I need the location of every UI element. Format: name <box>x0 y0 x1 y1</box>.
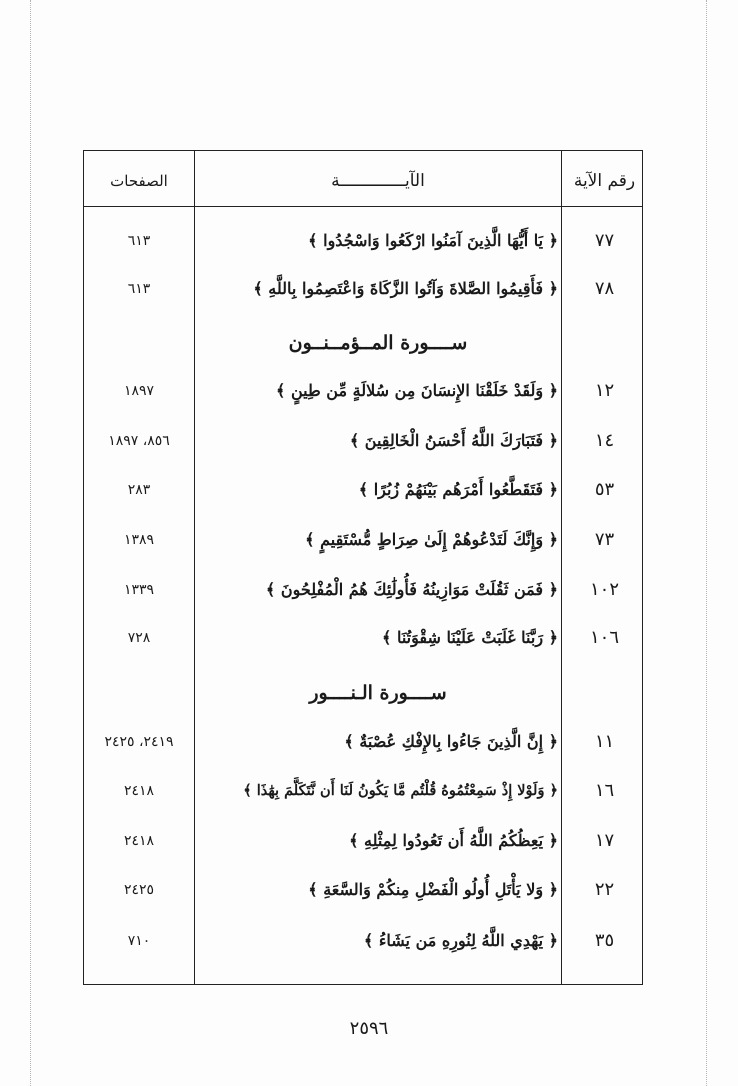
page-refs: ١٣٨٩ <box>123 532 155 548</box>
page-refs: ٨٥٦، ١٨٩٧ <box>108 433 170 449</box>
verse-text: ﴿ وَلَقَدْ خَلَقْنَا الإِنسَانَ مِن سُلالَةٍ مِّن طِينٍ ﴾ <box>276 381 558 400</box>
ayah-number: ١٢ <box>594 380 615 401</box>
verse-text: ﴿ فَأَقِيمُوا الصَّلاةَ وَآتُوا الزَّكَاةَ وَاعْتَصِمُوا بِاللَّهِ ﴾ <box>253 279 558 298</box>
table-row <box>0 873 738 907</box>
page-refs: ٢٨٣ <box>127 482 151 498</box>
ayah-number: ١٦ <box>594 780 615 801</box>
table-row <box>0 523 738 557</box>
ayah-number: ١٠٢ <box>589 579 619 600</box>
table-row <box>0 424 738 458</box>
verse-text: ﴿ يَهْدِي اللَّهُ لِنُورِهِ مَن يَشَاءُ ﴾ <box>363 931 558 950</box>
ayah-number: ٢٢ <box>594 879 615 900</box>
table-row <box>0 774 738 808</box>
header-pages: الصفحات <box>110 172 168 190</box>
page-refs: ٧٢٨ <box>127 630 151 646</box>
table-row <box>0 374 738 408</box>
ayah-number: ٧٨ <box>594 278 615 299</box>
table-row <box>0 924 738 958</box>
header-divider <box>83 206 643 207</box>
verse-text: ﴿ إِنَّ الَّذِينَ جَاءُوا بِالإِفْكِ عُصْبَةٌ ﴾ <box>344 732 558 751</box>
ayah-number: ٣٥ <box>594 930 615 951</box>
ayah-number: ٥٣ <box>594 479 615 500</box>
surah-heading-an-nur: ســــورة الـنــــور <box>309 682 447 704</box>
page-refs: ٧١٠ <box>127 933 151 949</box>
page-number: ٢٥٩٦ <box>349 1018 389 1039</box>
table-row <box>0 621 738 655</box>
header-ayah-number: رقم الآية <box>573 171 636 191</box>
ayah-number: ١٠٦ <box>589 627 619 648</box>
table-row <box>0 573 738 607</box>
verse-text: ﴿ وَإِنَّكَ لَتَدْعُوهُمْ إِلَىٰ صِرَاطٍ مُّسْتَقِيمٍ ﴾ <box>305 530 558 549</box>
verse-text: ﴿ وَلا يَأْتَلِ أُولُو الْفَضْلِ مِنكُمْ وَالسَّعَةِ ﴾ <box>308 880 558 899</box>
page-refs: ٦١٣ <box>127 281 151 297</box>
table-row <box>0 272 738 306</box>
ayah-number: ١١ <box>594 731 615 752</box>
verse-text: ﴿ فَتَقَطَّعُوا أَمْرَهُم بَيْنَهُمْ زُبُرًا ﴾ <box>358 480 558 499</box>
ayah-number: ٧٣ <box>594 529 615 550</box>
page-refs: ٢٤١٩، ٢٤٢٥ <box>104 734 174 750</box>
verse-text: ﴿ رَبَّنَا غَلَبَتْ عَلَيْنَا شِقْوَتُنَا ﴾ <box>382 628 558 647</box>
page-refs: ٦١٣ <box>127 233 151 249</box>
header-verse: الآيـــــــــــــة <box>331 171 425 191</box>
page-refs: ١٨٩٧ <box>123 383 155 399</box>
verse-text: ﴿ يَعِظُكُمُ اللَّهُ أَن تَعُودُوا لِمِثْلِهِ ﴾ <box>349 831 558 850</box>
verse-text: ﴿ فَمَن ثَقُلَتْ مَوَازِينُهُ فَأُولَٰئِكَ هُمُ الْمُفْلِحُونَ ﴾ <box>265 580 558 599</box>
ayah-number: ٧٧ <box>594 230 615 251</box>
verse-text: ﴿ فَتَبَارَكَ اللَّهُ أَحْسَنُ الْخَالِقِينَ ﴾ <box>349 431 558 450</box>
table-row <box>0 824 738 858</box>
table-row <box>0 725 738 759</box>
verse-text: ﴿ يَا أَيُّهَا الَّذِينَ آمَنُوا ارْكَعُوا وَاسْجُدُوا ﴾ <box>308 231 558 250</box>
table-row <box>0 473 738 507</box>
verse-text: ﴿ وَلَوْلا إِذْ سَمِعْتُمُوهُ قُلْتُم مَّا يَكُونُ لَنَا أَن نَّتَكَلَّمَ بِهَٰذَا ﴾ <box>243 782 558 799</box>
page-refs: ١٣٣٩ <box>123 582 155 598</box>
table-row <box>0 224 738 258</box>
page-refs: ٢٤٢٥ <box>123 882 155 898</box>
page-refs: ٢٤١٨ <box>123 783 155 799</box>
surah-heading-al-muminun: ســــورة المــؤمــنــون <box>288 332 468 354</box>
ayah-number: ١٧ <box>594 830 615 851</box>
page-refs: ٢٤١٨ <box>123 833 155 849</box>
ayah-number: ١٤ <box>594 430 615 451</box>
